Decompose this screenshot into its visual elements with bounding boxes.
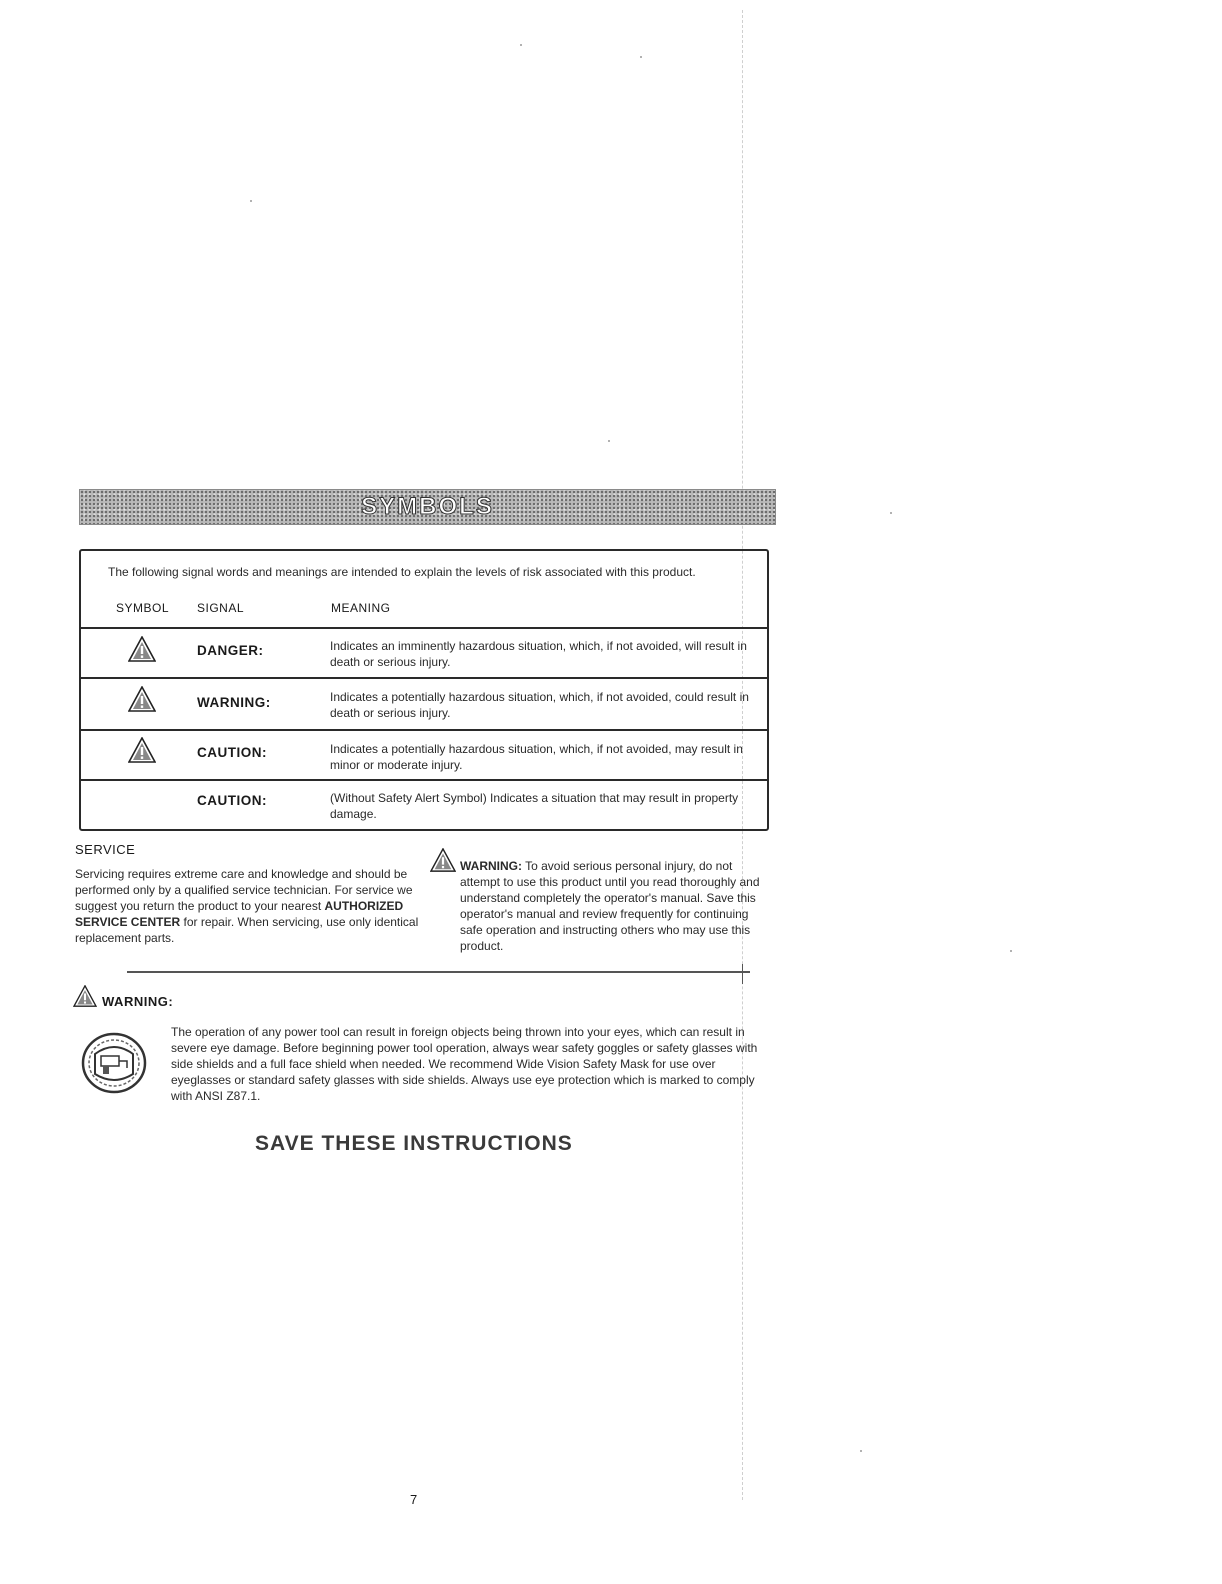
safety-goggles-icon: [81, 1032, 147, 1094]
manual-warning-label: WARNING:: [460, 859, 522, 873]
banner-title: SYMBOLS: [361, 493, 494, 520]
safety-alert-triangle-icon: [73, 985, 97, 1007]
signal-meaning: Indicates a potentially hazardous situation, which, if not avoided, may result in minor or moderate injury.: [330, 742, 743, 772]
signal-word: CAUTION:: [197, 793, 267, 808]
signal-meaning: Indicates an imminently hazardous situation, which, if not avoided, will result in death or serious injury.: [330, 639, 747, 669]
scan-speck: [860, 1450, 862, 1452]
table-row: [128, 737, 156, 768]
signal-meaning: (Without Safety Alert Symbol) Indicates a situation that may result in property damage.: [330, 791, 739, 821]
section-divider: [127, 971, 750, 973]
save-instructions-heading: SAVE THESE INSTRUCTIONS: [255, 1132, 573, 1155]
symbols-banner: [79, 489, 776, 525]
eye-warning-label: WARNING:: [102, 994, 174, 1009]
manual-warning-text: To avoid serious personal injury, do not attempt to use this product until you read thoroughly and understand completely the operator's manual. Save this operator's manual and review frequently for continuing safe operation and instructing others who may use this product.: [460, 859, 760, 953]
scan-speck: [890, 512, 892, 514]
service-text-part: for repair. When servicing, use only identical replacement parts.: [75, 915, 419, 945]
safety-alert-triangle-icon: [430, 848, 456, 872]
symbols-intro: The following signal words and meanings are intended to explain the levels of risk associated with this product.: [108, 565, 696, 579]
service-center-name: AUTHORIZED SERVICE CENTER: [75, 899, 404, 929]
table-row: [128, 686, 156, 717]
signal-word: DANGER:: [197, 643, 264, 658]
scan-speck: [1010, 950, 1012, 952]
manual-warning: [460, 858, 770, 954]
signal-word: CAUTION:: [197, 745, 267, 760]
scan-speck: [608, 440, 610, 442]
table-divider: [81, 627, 769, 629]
page-number: 7: [410, 1492, 418, 1507]
service-heading: SERVICE: [75, 842, 136, 857]
header-symbol: SYMBOL: [116, 601, 170, 615]
scan-speck: [640, 56, 642, 58]
signal-meaning: Indicates a potentially hazardous situation, which, if not avoided, could result in death or serious injury.: [330, 690, 749, 720]
table-divider: [81, 677, 769, 679]
scan-speck: [250, 200, 252, 202]
safety-alert-triangle-icon: [128, 737, 156, 763]
table-row: [128, 636, 156, 667]
safety-alert-triangle-icon: [128, 686, 156, 712]
table-divider: [81, 729, 769, 731]
table-divider: [81, 779, 769, 781]
service-text: [75, 866, 420, 946]
eye-warning-text: The operation of any power tool can result in foreign objects being thrown into your eyes, which can result in severe eye damage. Before beginning power tool operation, always wear safety goggles or safety glasses with side shields and a full face shield when needed. We recommend Wide Vision Safety Mask for use over eyeglasses or standard safety glasses with side shields. Always use eye protection which is marked to comply with ANSI Z87.1.: [171, 1025, 758, 1103]
divider-tick: [742, 964, 743, 984]
header-meaning: MEANING: [331, 601, 391, 615]
service-text-part: Servicing requires extreme care and knowledge and should be performed only by a qualified service technician. For service we suggest you return the product to your nearest: [75, 867, 413, 913]
signal-word: WARNING:: [197, 695, 271, 710]
scan-speck: [520, 44, 522, 46]
safety-alert-triangle-icon: [128, 636, 156, 662]
header-signal: SIGNAL: [197, 601, 245, 615]
